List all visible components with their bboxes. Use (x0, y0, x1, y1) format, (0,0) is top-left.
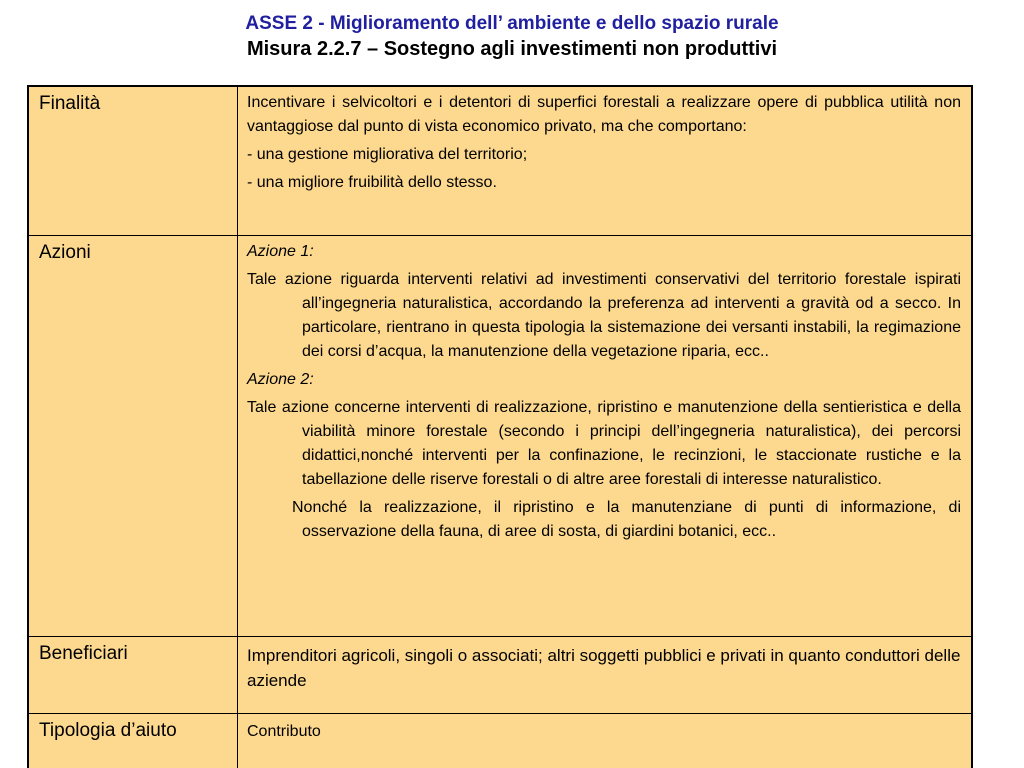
azione-2-extra: Nonché la realizzazione, il ripristino e la manutenziane di punti di informazione, di osservazione della fauna, di aree di sosta, di giardini botanici, ecc.. (292, 499, 961, 540)
title-block (0, 12, 1024, 62)
finalita-bullet-1: - una gestione migliorativa del territorio; (247, 146, 528, 163)
label-beneficiari: Beneficiari (28, 637, 238, 714)
content-finalita (238, 86, 973, 236)
finalita-intro: Incentivare i selvicoltori e i detentori di superfici forestali a realizzare opere di pubblica utilità non vantaggiose dal punto di vista economico privato, ma che comportano: (247, 94, 961, 135)
row-beneficiari (28, 637, 972, 714)
measure-title: Misura 2.2.7 – Sostegno agli investimenti non produttivi (246, 38, 778, 60)
axis-title: ASSE 2 - Miglioramento dell’ ambiente e dello spazio rurale (245, 13, 779, 34)
content-tipologia: Contributo (238, 714, 973, 768)
label-azioni: Azioni (28, 236, 238, 637)
content-azioni (238, 236, 973, 637)
azione-2-title: Azione 2: (247, 371, 314, 388)
azione-2-text: Tale azione concerne interventi di realizzazione, ripristino e manutenzione della sentieristica e della viabilità minore forestale (secondo i principi dell’ingegneria naturalistica), dei percorsi didattici,nonché interventi per la confinazione, le recinzioni, le staccionate rustiche e la tabellazione delle riserve forestali o di altre aree forestali di interesse naturalistico. (247, 399, 961, 488)
label-tipologia: Tipologia d’aiuto (28, 714, 238, 768)
row-tipologia (28, 714, 972, 768)
finalita-bullet-2: - una migliore fruibilità dello stesso. (247, 174, 497, 191)
measure-table (27, 85, 973, 768)
label-finalita: Finalità (28, 86, 238, 236)
azione-1-text: Tale azione riguarda interventi relativi ad investimenti conservativi del territorio forestale ispirati all’ingegneria naturalistica, accordando la preferenza ad interventi a gravità od a secco. In particolare, rientrano in questa tipologia la sistemazione dei versanti instabili, la regimazione dei corsi d’acqua, la manutenzione della vegetazione riparia, ecc.. (247, 271, 961, 360)
row-azioni (28, 236, 972, 637)
row-finalita (28, 86, 972, 236)
content-beneficiari: Imprenditori agricoli, singoli o associati; altri soggetti pubblici e privati in quanto conduttori delle aziende (238, 637, 973, 714)
azione-1-title: Azione 1: (247, 243, 314, 260)
